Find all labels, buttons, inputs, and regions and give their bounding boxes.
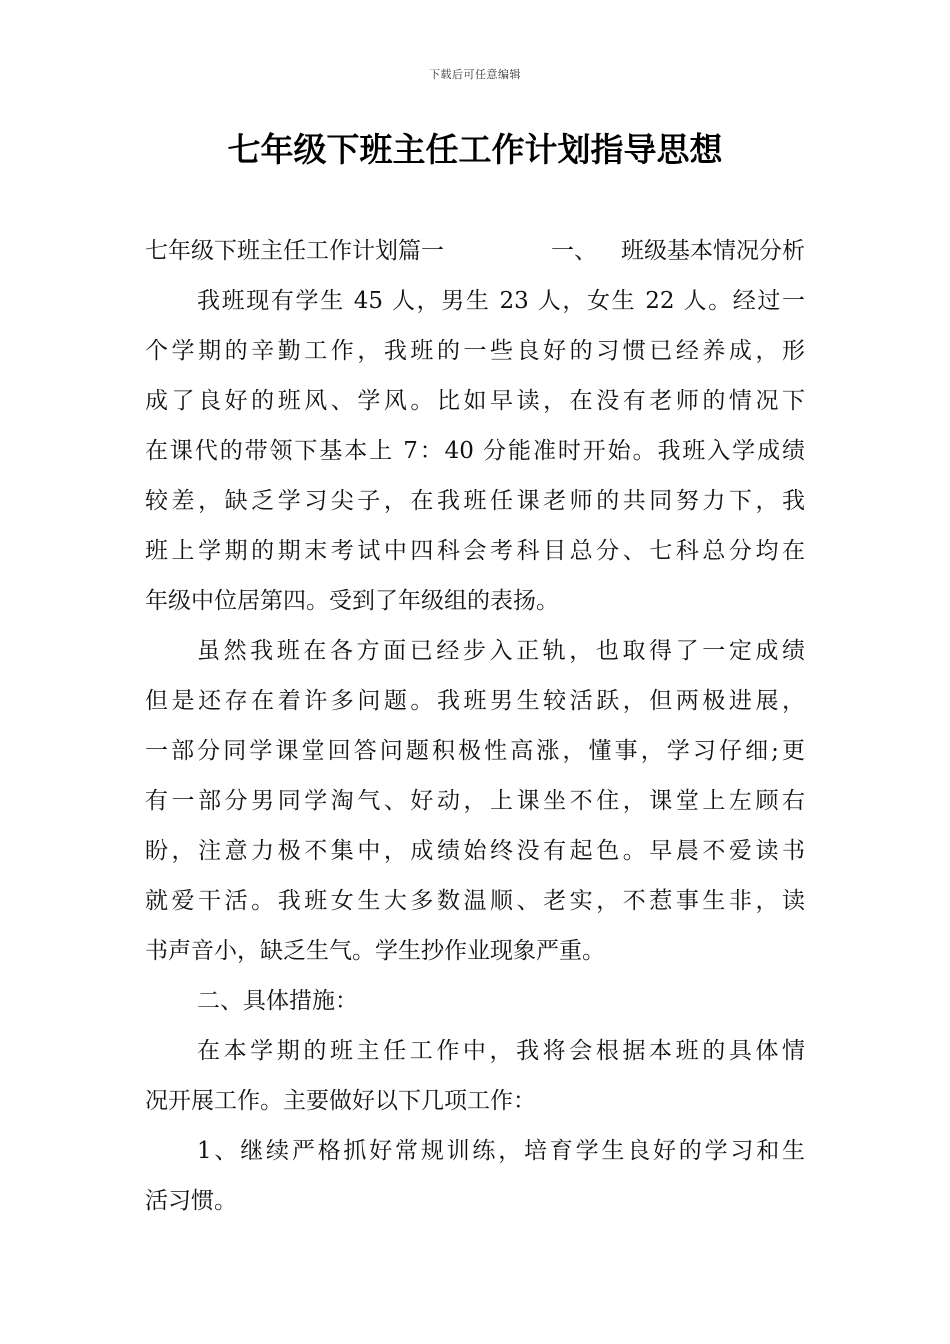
paragraph-line: 一部分同学课堂回答问题积极性高涨，懂事，学习仔细;更 — [145, 738, 805, 764]
paragraph-problems — [145, 626, 805, 976]
subheading-plan-title: 七年级下班主任工作计划篇一 — [145, 238, 444, 264]
header-note: 下载后可任意编辑 — [429, 68, 521, 81]
section-heading-measures — [145, 976, 805, 1026]
subheading-section — [547, 226, 805, 276]
paragraph-line: 活习惯。 — [145, 1188, 237, 1214]
paragraph-line: 个学期的辛勤工作，我班的一些良好的习惯已经养成，形 — [145, 338, 805, 364]
paragraph-line: 较差，缺乏学习尖子，在我班任课老师的共同努力下，我 — [145, 488, 805, 514]
paragraph-line: 1、继续严格抓好常规训练，培育学生良好的学习和生 — [197, 1138, 805, 1164]
paragraph-line: 盼，注意力极不集中，成绩始终没有起色。早晨不爱读书 — [145, 838, 805, 864]
section-subheading — [145, 226, 805, 276]
paragraph-line: 有一部分男同学淘气、好动，上课坐不住，课堂上左顾右 — [145, 788, 805, 814]
paragraph-line: 虽然我班在各方面已经步入正轨，也取得了一定成绩 — [197, 638, 805, 664]
paragraph-item-1 — [145, 1126, 805, 1226]
document-title: 七年级下班主任工作计划指导思想 — [227, 130, 723, 169]
paragraph-line: 年级中位居第四。受到了年级组的表扬。 — [145, 588, 559, 614]
subheading-number: 一、 — [551, 238, 597, 264]
paragraph-line: 在本学期的班主任工作中，我将会根据本班的具体情 — [197, 1038, 805, 1064]
paragraph-line: 在课代的带领下基本上 7：40 分能准时开始。我班入学成绩 — [145, 438, 805, 464]
paragraph-line: 就爱干活。我班女生大多数温顺、老实，不惹事生非，读 — [145, 888, 805, 914]
document-body — [145, 226, 805, 1226]
subheading-section-title: 班级基本情况分析 — [621, 238, 805, 264]
paragraph-line: 成了良好的班风、学风。比如早读，在没有老师的情况下 — [145, 388, 805, 414]
paragraph-line: 但是还存在着许多问题。我班男生较活跃，但两极进展， — [145, 688, 805, 714]
paragraph-line: 书声音小，缺乏生气。学生抄作业现象严重。 — [145, 938, 605, 964]
paragraph-class-status — [145, 276, 805, 626]
paragraph-line: 我班现有学生 45 人，男生 23 人，女生 22 人。经过一 — [197, 288, 805, 314]
paragraph-work-intro — [145, 1026, 805, 1126]
section-heading: 二、具体措施： — [197, 988, 358, 1014]
paragraph-line: 况开展工作。主要做好以下几项工作： — [145, 1088, 536, 1114]
paragraph-line: 班上学期的期末考试中四科会考科目总分、七科总分均在 — [145, 538, 805, 564]
